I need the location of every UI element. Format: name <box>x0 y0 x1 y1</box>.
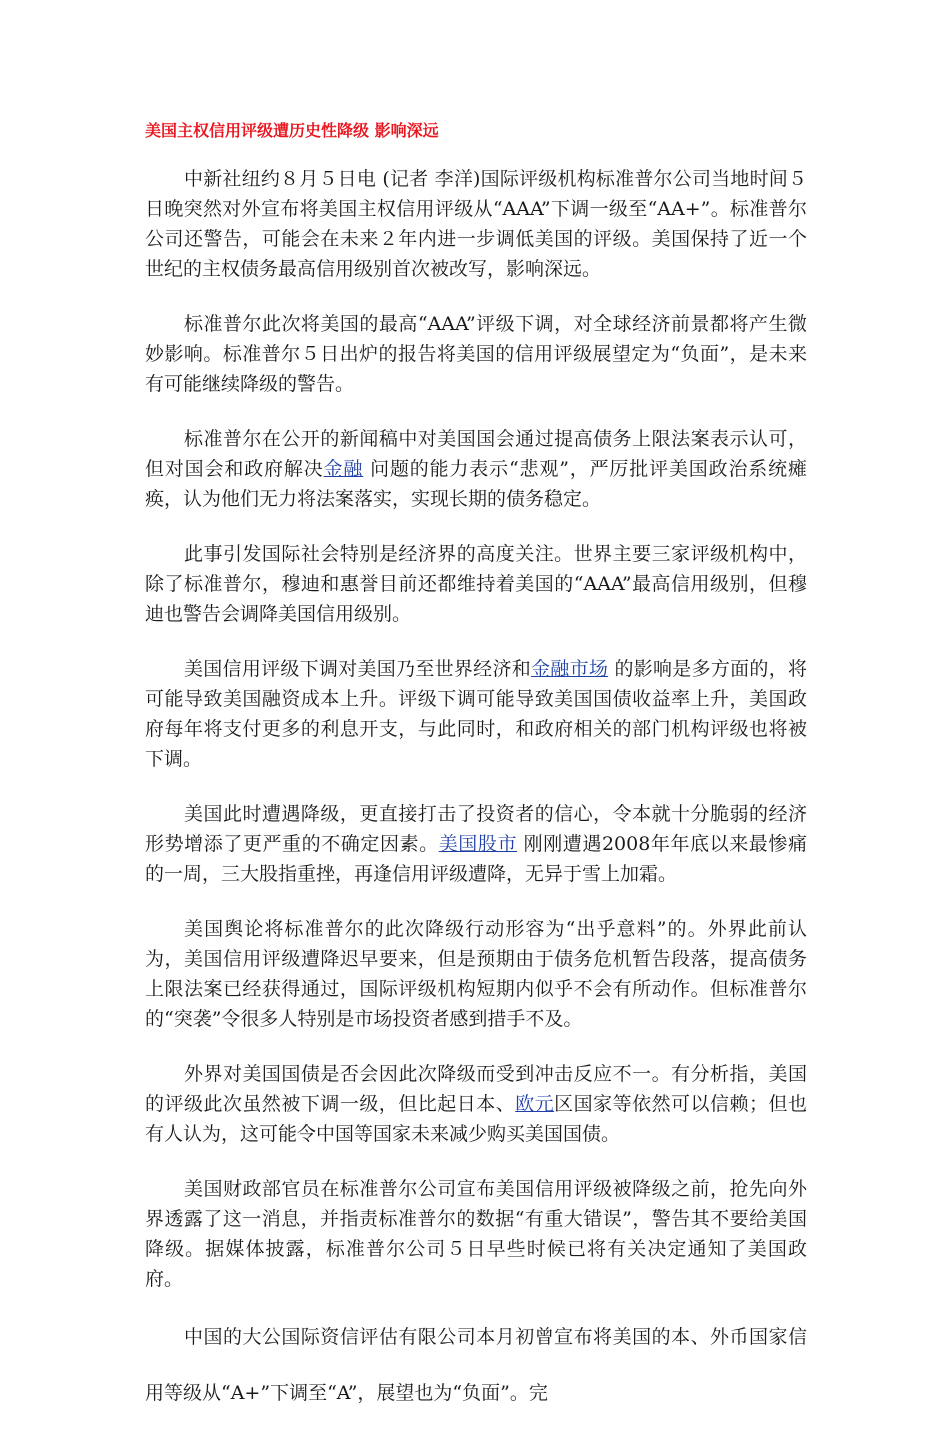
paragraph-10: 中国的大公国际资信评估有限公司本月初曾宣布将美国的本、外币国家信用等级从“A+”下调至“A”，展望也为“负面”。完 <box>145 1326 807 1404</box>
article-title: 美国主权信用评级遭历史性降级 影响深远 <box>145 121 439 140</box>
link-finance[interactable]: 金融 <box>323 458 364 480</box>
paragraph-3 <box>145 424 807 514</box>
paragraph-7: 美国舆论将标准普尔的此次降级行动形容为“出乎意料”的。外界此前认为，美国信用评级遭降迟早要来，但是预期由于债务危机暂告段落，提高债务上限法案已经获得通过，国际评级机构短期内似乎不会有所动作。但标准普尔的“突袭”令很多人特别是市场投资者感到措手不及。 <box>145 918 807 1030</box>
paragraph-3-text-a: 标准普尔在公开的新闻稿中对美国国会通过提高债务上限法案表示认可，但对国会和政府解决 <box>145 428 807 480</box>
paragraph-2: 标准普尔此次将美国的最高“AAA”评级下调，对全球经济前景都将产生微妙影响。标准普尔５日出炉的报告将美国的信用评级展望定为“负面”，是未来有可能继续降级的警告。 <box>145 313 807 395</box>
paragraph-6-text-b: 刚刚遭遇2008年年底以来最惨痛的一周，三大股指重挫，再逢信用评级遭降，无异于雪上加霜。 <box>145 833 807 885</box>
paragraph-8-text-a: 外界对美国国债是否会因此次降级而受到冲击反应不一。有分析指，美国的评级此次虽然被下调一级，但比起日本、 <box>145 1063 807 1115</box>
paragraph-9: 美国财政部官员在标准普尔公司宣布美国信用评级被降级之前，抢先向外界透露了这一消息，并指责标准普尔的数据“有重大错误”，警告其不要给美国降级。据媒体披露，标准普尔公司５日早些时候已将有关决定通知了美国政府。 <box>145 1178 807 1290</box>
link-financial-market[interactable]: 金融市场 <box>531 658 609 680</box>
paragraph-6-text-a: 美国此时遭遇降级，更直接打击了投资者的信心，令本就十分脆弱的经济形势增添了更严重的不确定因素。 <box>145 803 807 855</box>
link-us-stock-market[interactable]: 美国股市 <box>438 833 518 855</box>
paragraph-3-text-b: 问题的能力表示“悲观”，严厉批评美国政治系统瘫痪，认为他们无力将法案落实，实现长期的债务稳定。 <box>145 458 807 510</box>
paragraph-6 <box>145 799 807 889</box>
paragraph-5-text-a: 美国信用评级下调对美国乃至世界经济和 <box>184 658 532 680</box>
paragraph-5-text-b: 的影响是多方面的，将可能导致美国融资成本上升。评级下调可能导致美国国债收益率上升，美国政府每年将支付更多的利息开支，与此同时，和政府相关的部门机构评级也将被下调。 <box>145 658 807 770</box>
paragraph-8-text-b: 区国家等依然可以信赖；但也有人认为，这可能令中国等国家未来减少购买美国国债。 <box>145 1093 807 1145</box>
paragraph-4: 此事引发国际社会特别是经济界的高度关注。世界主要三家评级机构中，除了标准普尔，穆迪和惠誉目前还都维持着美国的“AAA”最高信用级别，但穆迪也警告会调降美国信用级别。 <box>145 543 807 625</box>
article <box>145 120 807 1446</box>
paragraph-8 <box>145 1059 807 1149</box>
link-euro[interactable]: 欧元 <box>515 1093 555 1115</box>
paragraph-1: 中新社纽约８月５日电 (记者 李洋)国际评级机构标准普尔公司当地时间５日晚突然对外宣布将美国主权信用评级从“AAA”下调一级至“AA+”。标准普尔公司还警告，可能会在未来２年内进一步调低美国的评级。美国保持了近一个世纪的主权债务最高信用级别首次被改写，影响深远。 <box>145 168 807 280</box>
paragraph-5 <box>145 654 807 774</box>
